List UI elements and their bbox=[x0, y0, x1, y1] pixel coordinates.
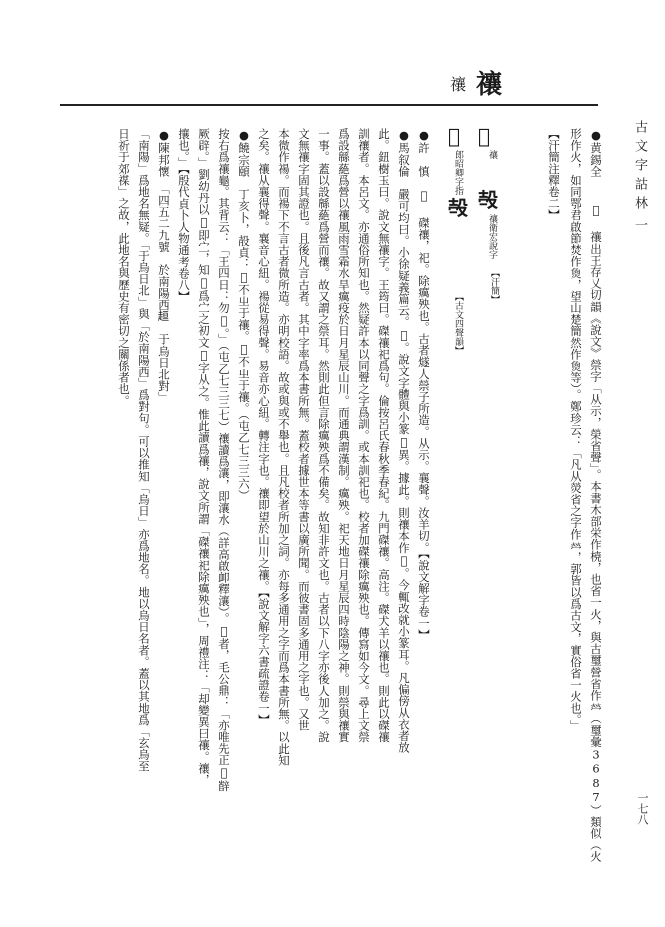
page-number: 一七八 bbox=[636, 792, 649, 825]
book-title: 古文字詁林 bbox=[632, 120, 647, 215]
text-column-5: ●許 慎 𥜁 磔禳，祀。除癘殃也。古者燧人禜子所造。从示。襄聲。汝羊切。【說文解字卷一】 bbox=[417, 128, 431, 641]
text-column-16: 厥辟。」劉幼丹以𡧊即㝉，知𡧊爲㝉之初文𡧊字从之。惟此讀爲禳，說文所謂「磔禳祀除癘殃也」，周禮注：「却變異曰禳。禳， bbox=[197, 128, 211, 786]
text-column-2: 形作火，如同鄂君啟節焚作𤋳，望山楚簡然作𤋳等）。鄭珍云：「凡从熒省之字作𤇾，郭皆以爲古文，實俗省一火也。」 bbox=[569, 128, 583, 732]
seal-gloss-1: 禳 bbox=[487, 150, 497, 159]
seal-glyph-1: 𥜁 bbox=[478, 124, 491, 148]
text-column-19: 「南陽」爲地名無疑。「于烏日北」與「於南陽西」爲對句。可以推知「烏日」亦爲地名。地以烏日名者。蓋以其地爲「玄烏至 bbox=[137, 128, 151, 772]
text-column-6: ●馬叙倫 嚴可均曰。小徐疑義篇云。𥜁。說文字體與小篆𥜁異。據此。則禳本作𥜁。今輒改就小篆耳。凡偏傍从衣者放 bbox=[397, 128, 411, 754]
text-column-17: 攘也。」【殷代貞卜人物通考卷八】 bbox=[177, 128, 191, 303]
head-character: 禳 bbox=[476, 70, 504, 100]
seal-glyph-4: 𣪊 bbox=[448, 196, 468, 220]
text-column-18: ●陳邦懷 「四五二九號 於南陽西𧻚 于烏日北對」 bbox=[157, 128, 171, 404]
text-column-14: ●饒宗頤 丁亥卜，㱿貞：𡧊不㞢于禳。𡧊不㞢于禳。（屯乙七三三六） bbox=[237, 128, 251, 502]
text-column-15: 按右爲禳龜。其背云：「王四日：勿𡧊。」（屯乙七三三七）禳讀爲瀼，即瀼水（詳高啟卹釋瀼）。𡧊者，毛公鼎：「亦唯先正𡧊辥 bbox=[217, 128, 231, 792]
seal-glyph-2: 𥜁 bbox=[448, 124, 461, 148]
text-column-11: 文無禳字固其證也。且後凡言古者。其中字率爲本書所無。蓋校者據世本等書以廣所聞。而彼書固多通用之字也。又世 bbox=[297, 128, 311, 732]
seal-gloss-3: 禳衛宏說字 bbox=[487, 214, 497, 259]
text-column-13: 之矣。禳从襄得聲。襄音心紐。禓從易得聲。易音亦心紐。轉注字也。禳即望於山川之禳。【說文解字六書疏證卷一】 bbox=[257, 128, 271, 726]
text-column-9: 爲設緜蕝爲營以禳風雨雪霜水旱癘疫於日月星辰山川。而通典謂漢制。癘殃。祀天地日月星辰四時陰陽之神。則禜與禳實 bbox=[337, 128, 351, 743]
seal-glyph-3: 𣪊 bbox=[478, 188, 498, 212]
seal-gloss-2: 郎昭卿字指 bbox=[453, 150, 463, 195]
text-column-1: ●黄錫全 𥜁 禳出王存乂切韻《說文》禜字「从示，榮省聲」。本書木部栄作𣓤，也省一火，與古璽營省作𤇾（璽彙3687）類似（火 bbox=[589, 128, 603, 863]
header-rule bbox=[60, 104, 598, 106]
seal-ref-2: 【古文四聲韻】 bbox=[453, 292, 463, 355]
text-column-20: 日祈于郊禖」之故，此地名與歷史有密切之關係者也。 bbox=[117, 128, 131, 407]
head-character-small: 禳 bbox=[450, 75, 468, 94]
text-column-7: 此。鈕樹玉曰。說文無禳字。王筠曰。磔禳祀爲句。倫按呂氏春秋季春紀。九門磔禳。高注。磔犬羊以禳也。則此以磔禳 bbox=[377, 128, 391, 743]
text-column-3: 【汗簡注釋卷二】 bbox=[547, 128, 561, 221]
volume-number: 一 bbox=[632, 218, 647, 237]
text-column-10: 一事。蓋以設緜蕝爲營而禳。故又謂之禜耳。然則此但言除癘殃爲不備矣。故知非許文也。古者以下八字亦後人加之。說 bbox=[317, 128, 331, 743]
seal-ref-1: 【汗簡】 bbox=[489, 268, 499, 304]
text-column-8: 訓禳者。本呂文。亦通俗所知也。然疑許本以同聲之字爲訓。或本訓祀也。校者加磔禳除癘殃也。傳寫如今文。尋上文禜 bbox=[357, 128, 371, 743]
text-column-12: 本微作禓。而禓下不言古者微所造。亦明校語。故或與或不舉也。且凡校者所加之詞。亦每多通用之字而爲本書所無。以此知 bbox=[277, 128, 291, 766]
